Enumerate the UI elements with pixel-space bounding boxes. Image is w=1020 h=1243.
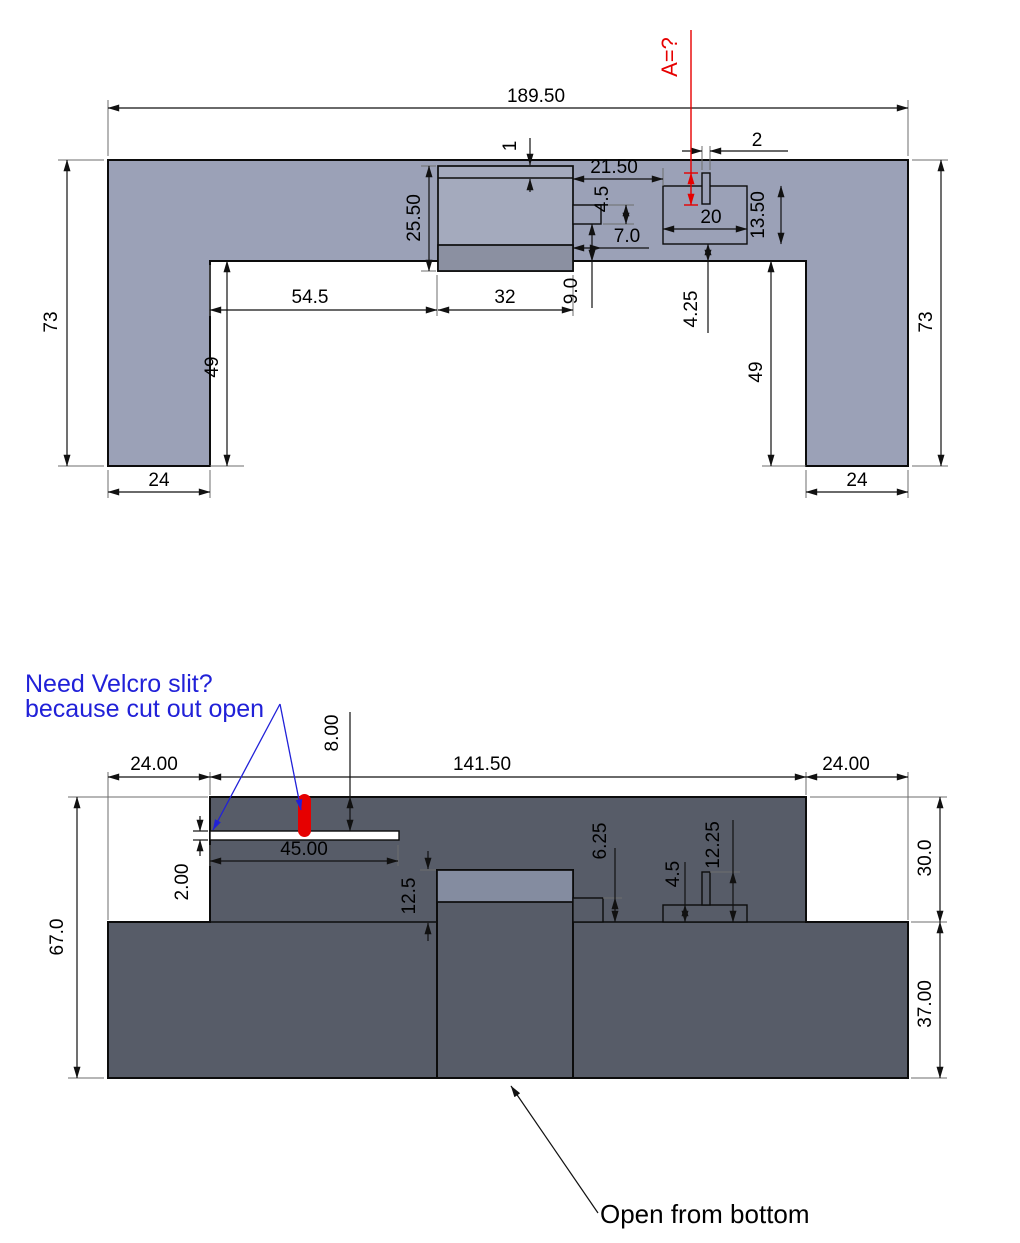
top-view: [41, 30, 948, 498]
bottom-view-pocket-band: [437, 870, 573, 902]
dim-left-leg-inner: 49: [202, 356, 223, 378]
dim-left-foot: 24: [148, 470, 170, 491]
open-bottom-note: Open from bottom: [600, 1199, 810, 1229]
dim-pocket-depth: 12.5: [399, 877, 420, 915]
dim-right-foot: 24: [846, 470, 868, 491]
dim-lower-section: 37.00: [915, 980, 936, 1028]
dim-center-box-height: 25.50: [404, 194, 425, 242]
dim-tab-height: 12.25: [703, 821, 724, 869]
bottom-view-tab: [702, 872, 710, 905]
dim-left-segment: 24.00: [130, 754, 178, 775]
dim-mount-height: 13.50: [748, 191, 769, 239]
dim-step-drop: 9.0: [561, 277, 582, 305]
bottom-view-step-box: [573, 898, 603, 922]
red-highlight-capsule: [298, 794, 311, 837]
dim-right-leg-inner: 49: [746, 361, 767, 383]
dim-slit-length: 45.00: [280, 839, 328, 860]
dim-right-segment: 24.00: [822, 754, 870, 775]
dim-slit-offset: 8.00: [322, 714, 343, 752]
dim-step-depth: 6.25: [590, 822, 611, 860]
dim-center-segment: 141.50: [452, 754, 512, 775]
dim-mount-height-bottom: 4.5: [663, 860, 684, 888]
dim-total-height: 67.0: [47, 918, 68, 956]
dim-upper-section: 30.0: [915, 839, 936, 877]
top-view-center-box-dark: [438, 245, 573, 271]
dim-left-span: 54.5: [291, 287, 329, 308]
dim-mount-width: 20: [700, 207, 722, 228]
bottom-view: [25, 670, 947, 1229]
dim-center-box-width: 32: [494, 287, 516, 308]
dim-slit-height: 2.00: [172, 863, 193, 901]
velcro-note-line1: Need Velcro slit?: [25, 670, 213, 698]
dim-left-height: 73: [41, 311, 62, 333]
dim-step-height: 4.5: [592, 185, 613, 213]
dim-step-width: 7.0: [613, 226, 641, 247]
open-bottom-leader: [511, 1086, 598, 1213]
dim-lip: 1: [500, 140, 521, 152]
top-view-slot: [702, 173, 710, 204]
dim-total-width: 189.50: [506, 86, 566, 107]
dim-mount-offset: 4.25: [681, 290, 702, 328]
dim-slot-width: 2: [751, 130, 763, 151]
dim-right-height: 73: [916, 311, 937, 333]
bottom-view-mount: [663, 905, 747, 922]
question-label: A=?: [657, 37, 682, 77]
velcro-note-line2: because cut out open: [25, 695, 265, 723]
dim-gap-center-mount: 21.50: [590, 157, 638, 178]
